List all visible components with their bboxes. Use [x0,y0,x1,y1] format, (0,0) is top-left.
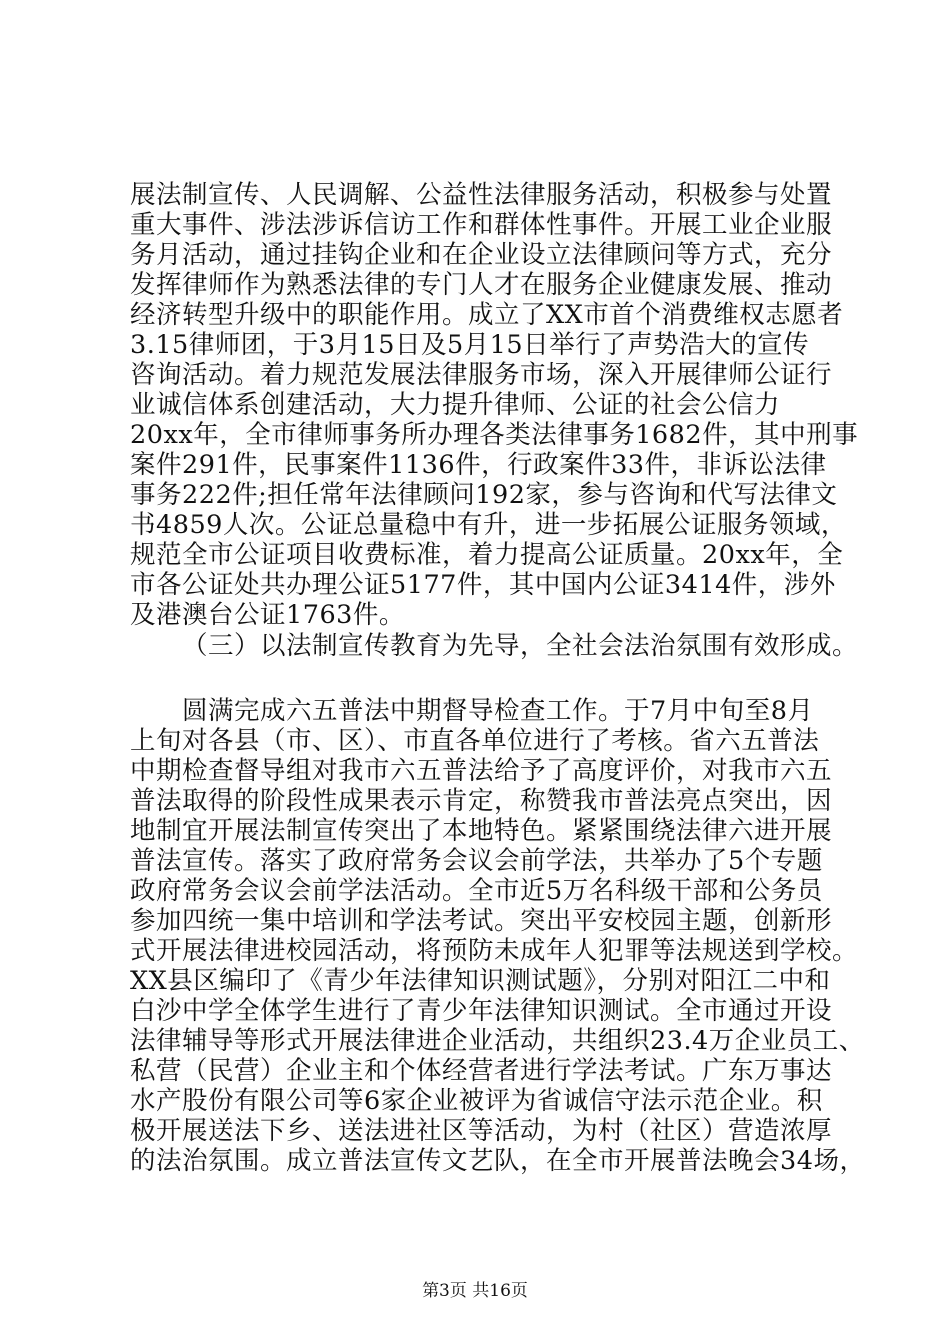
text-line: 水产股份有限公司等6家企业被评为省诚信守法示范企业。积 [130,1086,823,1116]
text-line: 私营（民营）企业主和个体经营者进行学法考试。广东万事达 [130,1056,833,1086]
text-line: 普法宣传。落实了政府常务会议会前学法，共举办了5个专题 [130,846,823,876]
section-heading: （三）以法制宣传教育为先导，全社会法治氛围有效形成。 [182,631,859,661]
text-line: 式开展法律进校园活动，将预防未成年人犯罪等法规送到学校。 [130,936,859,966]
text-line: 普法取得的阶段性成果表示肯定，称赞我市普法亮点突出，因 [130,786,833,816]
text-line: 市各公证处共办理公证5177件，其中国内公证3414件，涉外 [130,570,836,600]
text-line: 业诚信体系创建活动，大力提升律师、公证的社会公信力 [130,390,781,420]
text-line: 书4859人次。公证总量稳中有升，进一步拓展公证服务领域， [130,510,847,540]
text-line: 及港澳台公证1763件。 [130,600,405,630]
text-line: 圆满完成六五普法中期督导检查工作。于7月中旬至8月 [182,696,814,726]
text-line: 中期检查督导组对我市六五普法给予了高度评价，对我市六五 [130,756,833,786]
text-line: 白沙中学全体学生进行了青少年法律知识测试。全市通过开设 [130,996,833,1026]
text-line: 上旬对各县（市、区）、市直各单位进行了考核。省六五普法 [130,726,820,756]
text-line: 案件291件，民事案件1136件，行政案件33件，非诉讼法律 [130,450,827,480]
text-line: 规范全市公证项目收费标准，着力提高公证质量。20xx年，全 [130,540,844,570]
text-line: 政府常务会议会前学法活动。全市近5万名科级干部和公务员 [130,876,823,906]
text-line: 经济转型升级中的职能作用。成立了XX市首个消费维权志愿者 [130,300,844,330]
text-line: 地制宜开展法制宣传突出了本地特色。紧紧围绕法律六进开展 [130,816,833,846]
text-line: 的法治氛围。成立普法宣传文艺队，在全市开展普法晚会34场， [130,1146,866,1176]
text-line: 务月活动，通过挂钩企业和在企业设立法律顾问等方式，充分 [130,240,833,270]
text-line: 20xx年，全市律师事务所办理各类法律事务1682件，其中刑事 [130,420,859,450]
text-line: 展法制宣传、人民调解、公益性法律服务活动，积极参与处置 [130,180,833,210]
text-line: 极开展送法下乡、送法进社区等活动，为村（社区）营造浓厚 [130,1116,833,1146]
text-line: 发挥律师作为熟悉法律的专门人才在服务企业健康发展、推动 [130,270,833,300]
text-line: 法律辅导等形式开展法律进企业活动，共组织23.4万企业员工、 [130,1026,865,1056]
text-line: 事务222件;担任常年法律顾问192家，参与咨询和代写法律文 [130,480,838,510]
text-line: 参加四统一集中培训和学法考试。突出平安校园主题，创新形 [130,906,833,936]
text-line: 咨询活动。着力规范发展法律服务市场，深入开展律师公证行 [130,360,833,390]
text-line: XX县区编印了《青少年法律知识测试题》，分别对阳江二中和 [130,966,831,996]
text-line: 3.15律师团，于3月15日及5月15日举行了声势浩大的宣传 [130,330,810,360]
page-footer: 第3页 共16页 [422,1281,528,1301]
text-line: 重大事件、涉法涉诉信访工作和群体性事件。开展工业企业服 [130,210,833,240]
